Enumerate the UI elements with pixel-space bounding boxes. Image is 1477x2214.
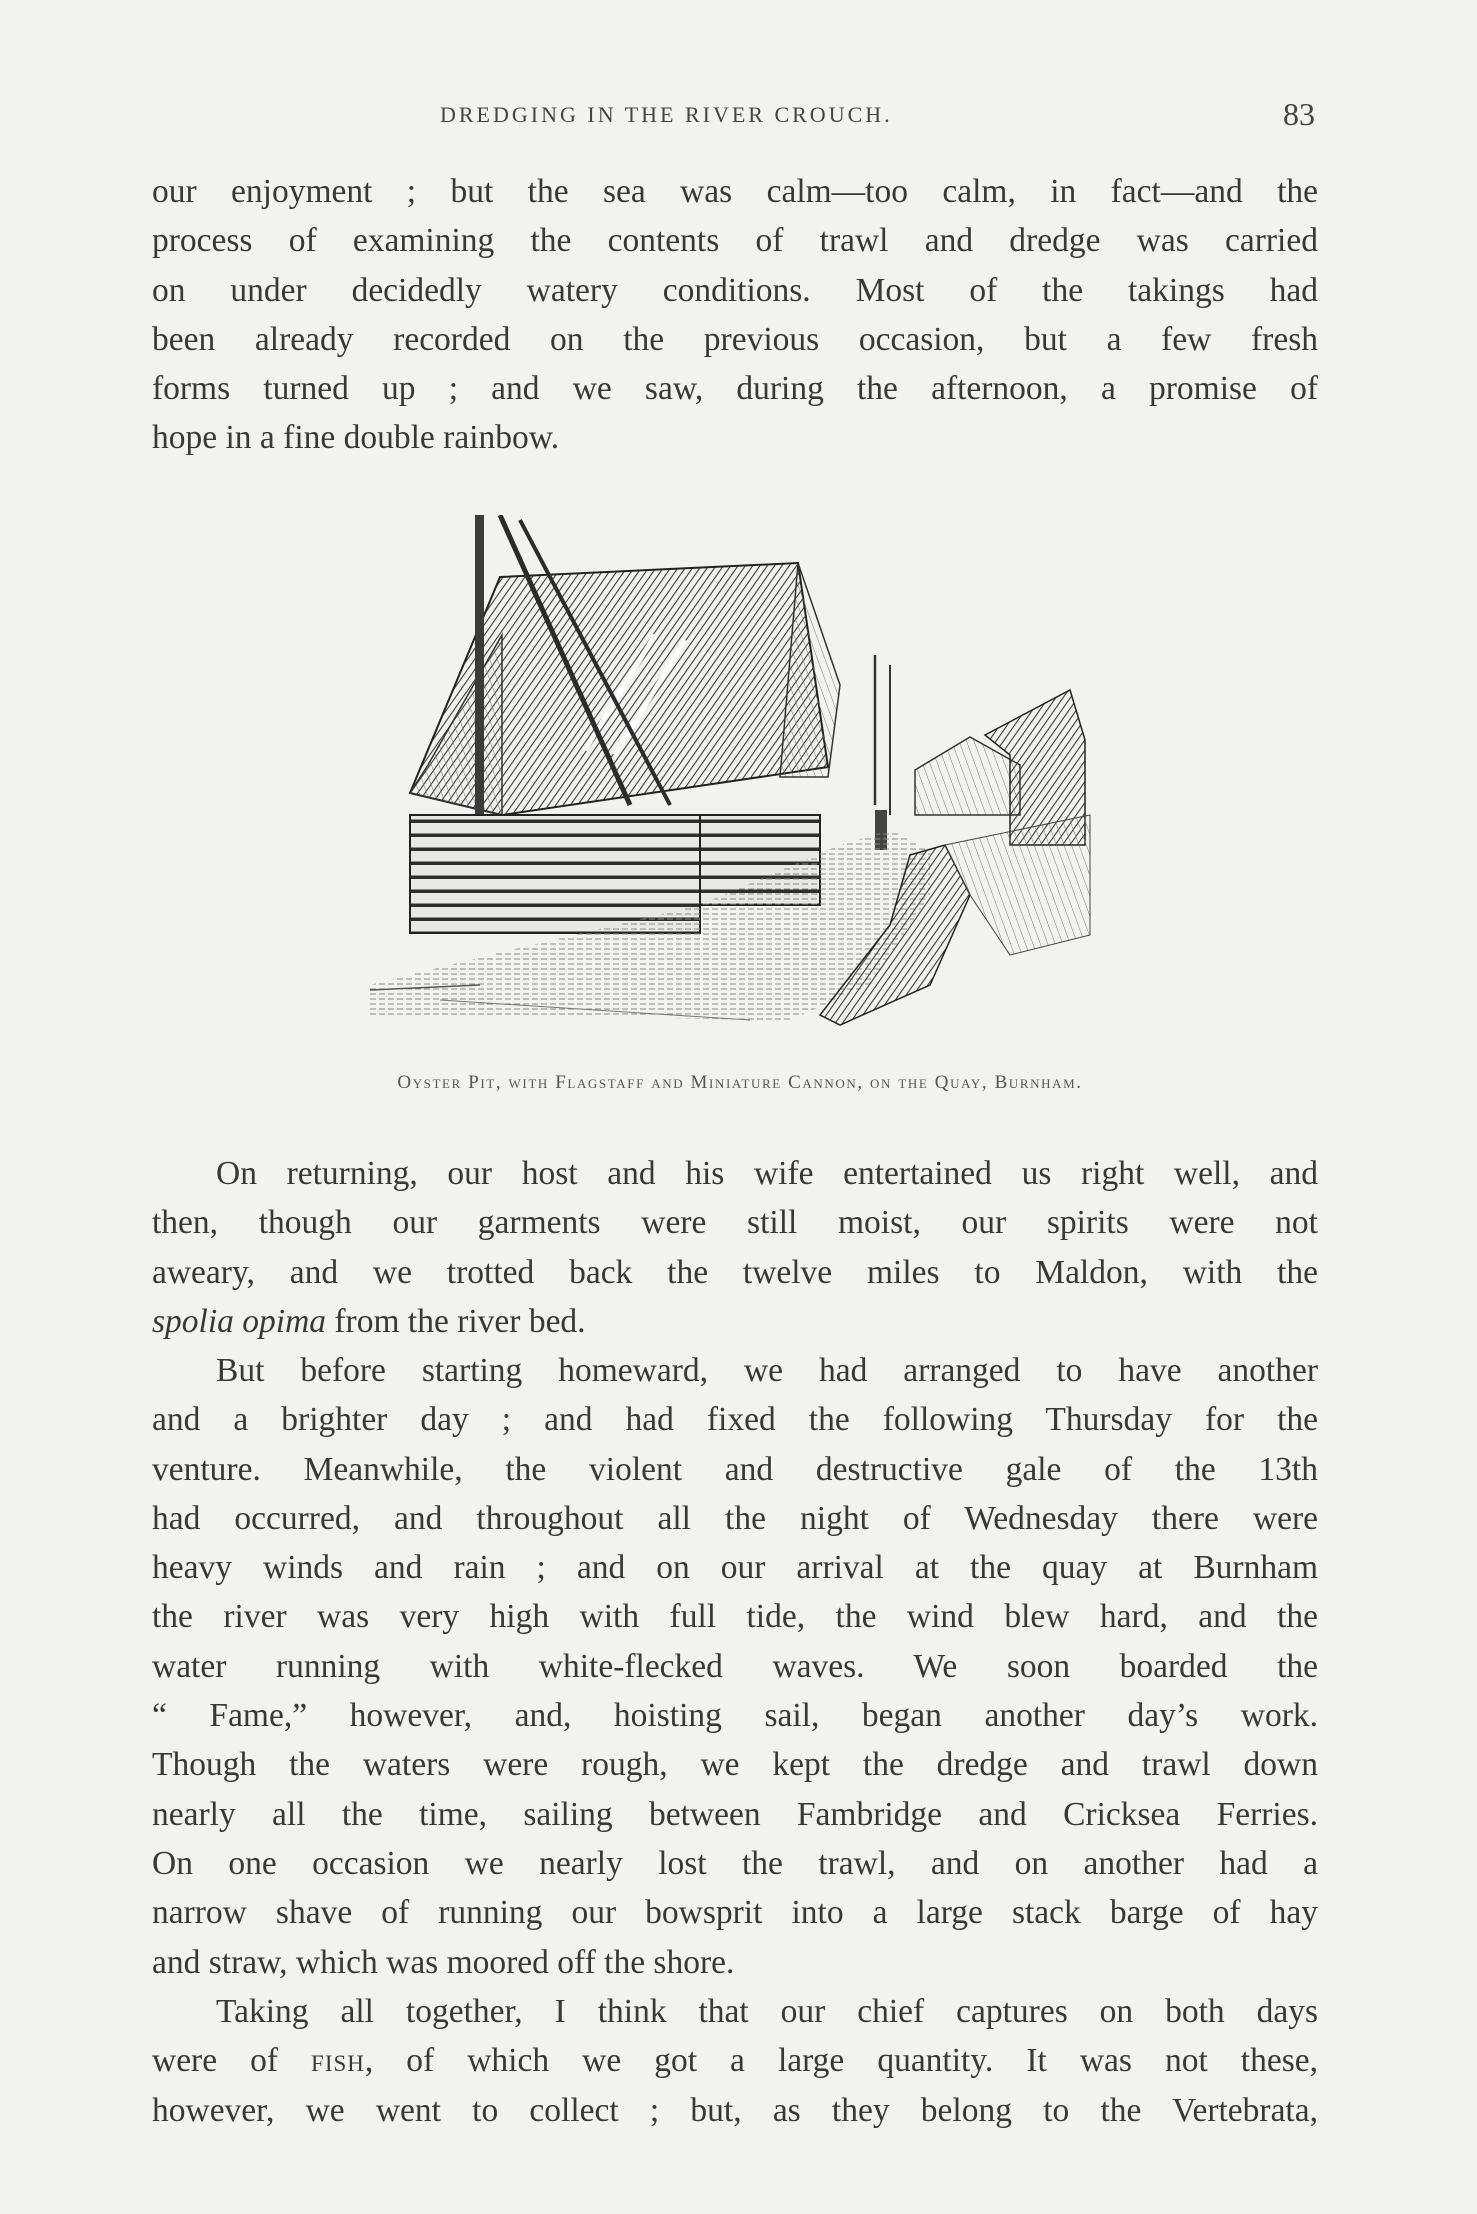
text-line: however, we went to collect ; but, as they belong to the Vertebrata, — [152, 2091, 1318, 2129]
oyster-pit-engraving — [370, 515, 1110, 1050]
text-line: and straw, which was moored off the shore. — [152, 1943, 735, 1981]
text-line: process of examining the contents of trawl and dredge was carried — [152, 222, 1318, 260]
text-line: narrow shave of running our bowsprit into a large stack barge of hay — [152, 1894, 1318, 1932]
text-fragment: from the river bed. — [326, 1302, 586, 1340]
text-line: On one occasion we nearly lost the trawl, and on another had a — [152, 1844, 1318, 1882]
text-line: then, though our garments were still moist, our spirits were not — [152, 1204, 1318, 1242]
text-line: hope in a fine double rainbow. — [152, 419, 560, 457]
paragraph-3 — [152, 1346, 1318, 1987]
text-line: the river was very high with full tide, the wind blew hard, and the — [152, 1598, 1318, 1636]
text-line: venture. Meanwhile, the violent and destructive gale of the 13th — [152, 1450, 1318, 1488]
text-line — [152, 2036, 1318, 2085]
text-line: aweary, and we trotted back the twelve miles to Maldon, with the — [152, 1253, 1318, 1291]
text-line: Taking all together, I think that our chief captures on both days — [216, 1993, 1318, 2030]
text-line: On returning, our host and his wife entertained us right well, and — [216, 1155, 1318, 1192]
paragraph-2 — [152, 1149, 1318, 1346]
running-title: DREDGING IN THE RIVER CROUCH. — [440, 102, 893, 127]
text-line: heavy winds and rain ; and on our arrival at the quay at Burnham — [152, 1549, 1318, 1587]
text-line: had occurred, and throughout all the night of Wednesday there were — [152, 1499, 1318, 1537]
text-fragment: , of which we got a large quantity. It was not these, — [364, 2042, 1318, 2080]
text-line: But before starting homeward, we had arranged to have another — [216, 1352, 1318, 1389]
page-number: 83 — [1283, 96, 1315, 132]
italic-phrase: spolia opima — [152, 1302, 327, 1340]
small-caps-word: fish — [311, 2042, 365, 2080]
paragraph-1 — [152, 167, 1318, 463]
running-head — [0, 88, 1477, 138]
text-line: “ Fame,” however, and, hoisting sail, began another day’s work. — [152, 1697, 1318, 1735]
text-line: on under decidedly watery conditions. Most of the takings had — [152, 271, 1318, 309]
text-line: nearly all the time, sailing between Fambridge and Cricksea Ferries. — [152, 1795, 1318, 1833]
text-line: been already recorded on the previous occasion, but a few fresh — [152, 320, 1318, 358]
paragraph-4 — [152, 1987, 1318, 2135]
text-line: our enjoyment ; but the sea was calm—too calm, in fact—and the — [152, 173, 1318, 210]
text-fragment: were of — [152, 2042, 312, 2080]
engraving-illustration — [370, 515, 1110, 1050]
text-line: Though the waters were rough, we kept the dredge and trawl down — [152, 1746, 1318, 1784]
text-line — [152, 1297, 1318, 1346]
text-line: forms turned up ; and we saw, during the afternoon, a promise of — [152, 370, 1318, 408]
figure-caption: Oyster Pit, with Flagstaff and Miniature Cannon, on the Quay, Burnham. — [397, 1072, 1083, 1093]
text-line: and a brighter day ; and had fixed the following Thursday for the — [152, 1401, 1318, 1439]
text-line: water running with white-flecked waves. We soon boarded the — [152, 1647, 1318, 1685]
